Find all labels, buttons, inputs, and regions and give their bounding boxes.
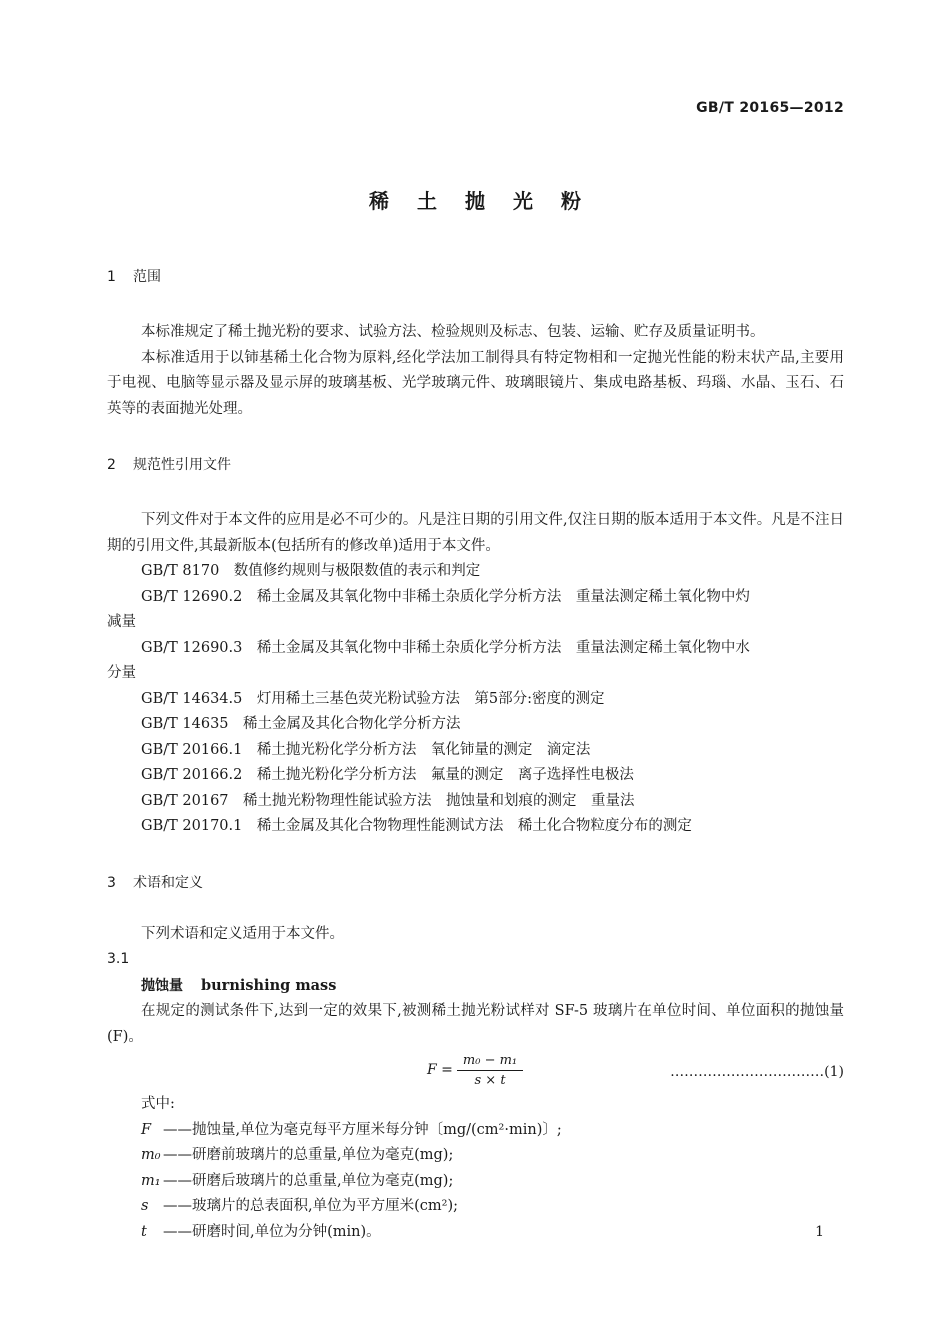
section-2-heading — [107, 453, 844, 478]
variable-symbol: t — [141, 1223, 147, 1240]
formula-numerator: m₀ − m₁ — [457, 1052, 523, 1071]
formula-denominator: s × t — [474, 1073, 506, 1088]
standard-number: GB/T 20165—2012 — [696, 100, 844, 116]
section-number: 3 — [107, 874, 116, 891]
section-title: 范围 — [133, 269, 161, 285]
variable-definition — [107, 1194, 844, 1220]
document-title: 稀土抛光粉 — [369, 189, 609, 213]
variable-definition — [107, 1118, 844, 1144]
paragraph: 本标准适用于以铈基稀土化合物为原料,经化学法加工制得具有特定物相和一定抛光性能的粉末状产品,主要用于电视、电脑等显示器及显示屏的玻璃基板、光学玻璃元件、玻璃眼镜片、集成电路基板、玛瑙、水晶、玉石、石英等的表面抛光处理。 — [107, 349, 844, 417]
reference-item: GB/T 12690.2 稀土金属及其氧化物中非稀土杂质化学分析方法 重量法测定稀土氧化物中灼 — [141, 588, 750, 605]
variable-symbol: m₀ — [141, 1147, 161, 1163]
section-number: 1 — [107, 269, 116, 285]
where-label: 式中: — [141, 1096, 175, 1112]
variable-description: ——研磨时间,单位为分钟(min)。 — [163, 1223, 381, 1240]
term-definition: 在规定的测试条件下,达到一定的效果下,被测稀土抛光粉试样对 SF-5 玻璃片在单位时间、单位面积的抛蚀量(F)。 — [107, 1003, 844, 1045]
reference-item-continued: 分量 — [107, 665, 136, 681]
variable-definition — [107, 1143, 844, 1169]
paragraph: 本标准规定了稀土抛光粉的要求、试验方法、检验规则及标志、包装、运输、贮存及质量证明书。 — [141, 324, 765, 340]
formula-fraction — [457, 1052, 523, 1089]
reference-item: GB/T 20166.2 稀土抛光粉化学分析方法 氟量的测定 离子选择性电极法 — [141, 767, 634, 783]
reference-item: GB/T 8170 数值修约规则与极限数值的表示和判定 — [141, 563, 481, 579]
variable-definition — [107, 1220, 844, 1246]
reference-item: GB/T 14634.5 灯用稀土三基色荧光粉试验方法 第5部分:密度的测定 — [141, 690, 605, 707]
formula-lhs: F = — [427, 1061, 453, 1078]
document-body — [107, 265, 844, 1245]
reference-item: GB/T 14635 稀土金属及其化合物化学分析方法 — [141, 716, 461, 732]
variable-definition — [107, 1169, 844, 1195]
reference-item: GB/T 20167 稀土抛光粉物理性能试验方法 抛蚀量和划痕的测定 重量法 — [141, 792, 635, 809]
reference-item: GB/T 20166.1 稀土抛光粉化学分析方法 氧化铈量的测定 滴定法 — [141, 741, 591, 758]
section-1-heading — [107, 265, 844, 290]
paragraph: 下列文件对于本文件的应用是必不可少的。凡是注日期的引用文件,仅注日期的版本适用于本文件。凡是不注日期的引用文件,其最新版本(包括所有的修改单)适用于本文件。 — [107, 512, 844, 554]
page-number: 1 — [815, 1224, 824, 1240]
section-3-heading — [107, 871, 844, 896]
term-entry — [107, 973, 844, 1000]
reference-item: GB/T 12690.3 稀土金属及其氧化物中非稀土杂质化学分析方法 重量法测定稀土氧化物中水 — [141, 639, 750, 656]
variable-symbol: s — [141, 1198, 149, 1214]
variable-description: ——研磨后玻璃片的总重量,单位为毫克(mg); — [163, 1172, 454, 1189]
term-number: 3.1 — [107, 951, 130, 967]
variable-description: ——抛蚀量,单位为毫克每平方厘米每分钟〔mg/(cm²·min)〕; — [163, 1121, 562, 1138]
variable-description: ——玻璃片的总表面积,单位为平方厘米(cm²); — [163, 1198, 458, 1214]
reference-item: GB/T 20170.1 稀土金属及其化合物物理性能测试方法 稀土化合物粒度分布的测定 — [141, 818, 692, 834]
variable-symbol: m₁ — [141, 1172, 161, 1189]
section-title: 规范性引用文件 — [133, 457, 231, 473]
formula-block — [107, 1050, 844, 1092]
formula — [427, 1052, 523, 1089]
variable-symbol: F — [141, 1121, 152, 1138]
variable-description: ——研磨前玻璃片的总重量,单位为毫克(mg); — [163, 1147, 454, 1163]
term-english: burnishing mass — [201, 976, 337, 994]
paragraph: 下列术语和定义适用于本文件。 — [141, 925, 344, 942]
formula-number: ……………………………(1) — [670, 1064, 844, 1080]
section-number: 2 — [107, 457, 116, 473]
term-chinese: 抛蚀量 — [141, 977, 183, 994]
section-title: 术语和定义 — [133, 874, 203, 891]
reference-item-continued: 减量 — [107, 614, 136, 630]
